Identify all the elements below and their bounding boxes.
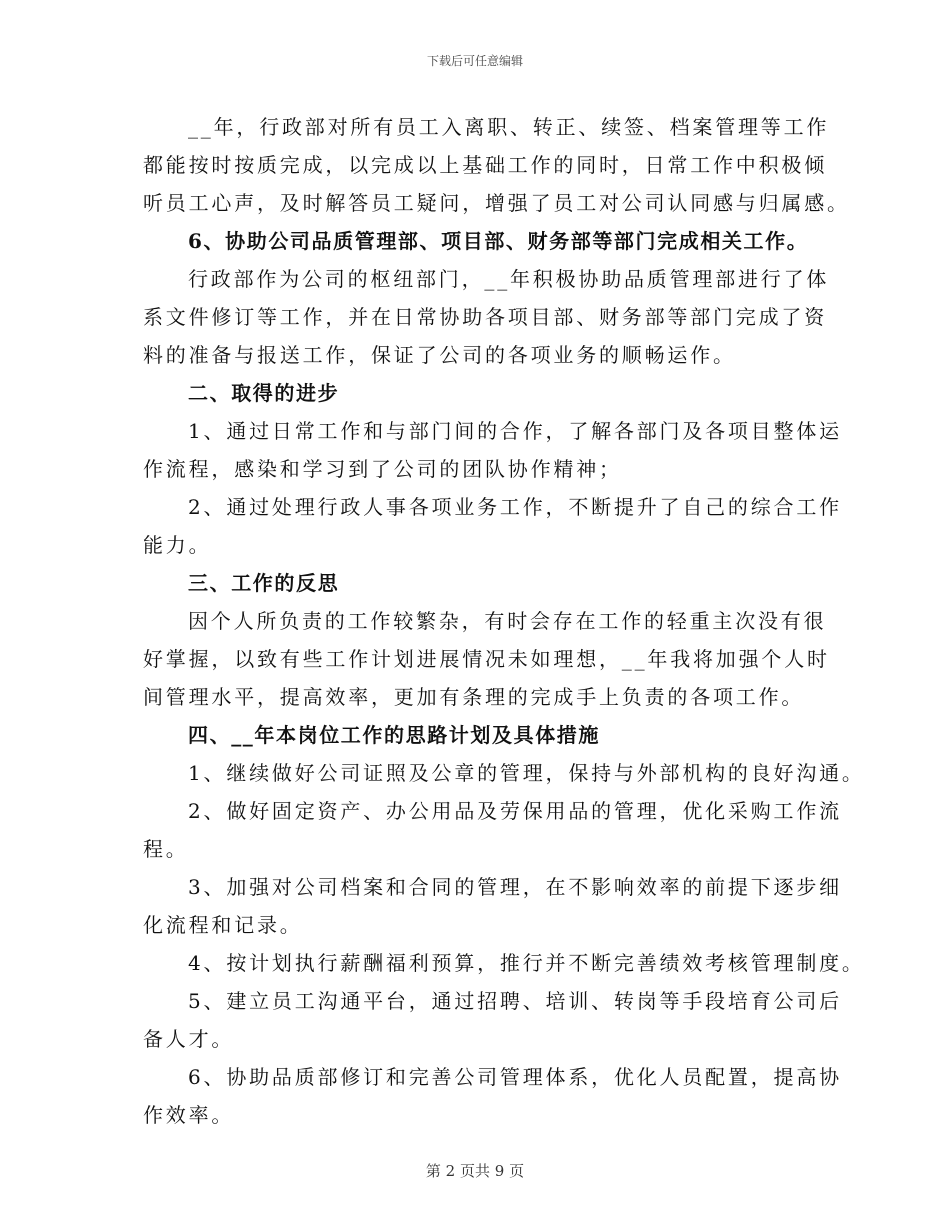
paragraph-line: 3、加强对公司档案和合同的管理，在不影响效率的前提下逐步细 — [188, 875, 842, 899]
paragraph-line: 2、做好固定资产、办公用品及劳保用品的管理，优化采购工作流 — [188, 799, 842, 823]
paragraph-line: 1、继续做好公司证照及公章的管理，保持与外部机构的良好沟通。 — [188, 761, 865, 785]
paragraph-line: 1、通过日常工作和与部门间的合作，了解各部门及各项目整体运 — [188, 419, 842, 443]
paragraph-line: 化流程和记录。 — [143, 913, 303, 937]
paragraph-line: 系文件修订等工作，并在日常协助各项目部、财务部等部门完成了资 — [143, 305, 827, 329]
paragraph-line: 6、协助品质部修订和完善公司管理体系，优化人员配置，提高协 — [188, 1065, 842, 1089]
page-footer: 第 2 页共 9 页 — [425, 1162, 525, 1180]
document-body — [143, 108, 865, 1134]
paragraph-line: 因个人所负责的工作较繁杂，有时会存在工作的轻重主次没有很 — [188, 609, 827, 633]
paragraph-line: 作效率。 — [143, 1103, 235, 1127]
paragraph-line: 作流程，感染和学习到了公司的团队协作精神； — [143, 457, 622, 481]
paragraph-line: 备人才。 — [143, 1027, 235, 1051]
section-heading: 6、协助公司品质管理部、项目部、财务部等部门完成相关工作。 — [188, 229, 809, 253]
page-header: 下载后可任意编辑 — [426, 54, 523, 68]
section-heading: 三、工作的反思 — [188, 571, 340, 595]
paragraph-line: 听员工心声，及时解答员工疑问，增强了员工对公司认同感与归属感。 — [143, 191, 850, 215]
paragraph-line: __年，行政部对所有员工入离职、转正、续签、档案管理等工作 — [188, 115, 830, 139]
paragraph-line: 4、按计划执行薪酬福利预算，推行并不断完善绩效考核管理制度。 — [188, 951, 865, 975]
paragraph-line: 程。 — [143, 837, 189, 861]
paragraph-line: 料的准备与报送工作，保证了公司的各项业务的顺畅运作。 — [143, 343, 736, 367]
paragraph-line: 好掌握，以致有些工作计划进展情况未如理想，__年我将加强个人时 — [143, 647, 830, 671]
paragraph-line: 行政部作为公司的枢纽部门，__年积极协助品质管理部进行了体 — [188, 267, 830, 291]
paragraph-line: 能力。 — [143, 533, 212, 557]
section-heading: 四、__年本岗位工作的思路计划及具体措施 — [188, 723, 600, 747]
paragraph-line: 都能按时按质完成，以完成以上基础工作的同时，日常工作中积极倾 — [143, 153, 827, 177]
paragraph-line: 5、建立员工沟通平台，通过招聘、培训、转岗等手段培育公司后 — [188, 989, 842, 1013]
section-heading: 二、取得的进步 — [188, 381, 340, 405]
paragraph-line: 2、通过处理行政人事各项业务工作，不断提升了自己的综合工作 — [188, 495, 842, 519]
paragraph-line: 间管理水平，提高效率，更加有条理的完成手上负责的各项工作。 — [143, 685, 805, 709]
